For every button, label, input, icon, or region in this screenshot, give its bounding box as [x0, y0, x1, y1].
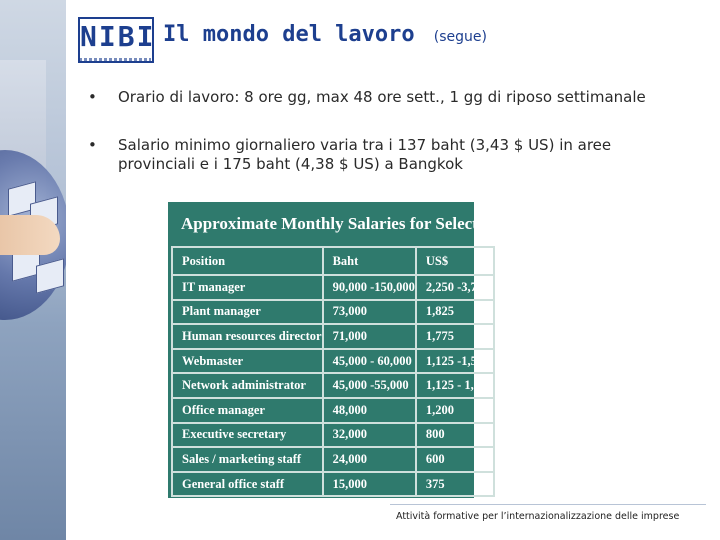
cell-usd: 2,250 -3,750: [416, 275, 494, 300]
cell-baht: 32,000: [323, 423, 416, 448]
title-main: Il mondo del lavoro: [163, 22, 415, 47]
cell-position: Webmaster: [172, 349, 323, 374]
header-baht: Baht: [323, 247, 416, 275]
salary-table: [171, 246, 495, 497]
cell-baht: 15,000: [323, 472, 416, 497]
cell-position: Office manager: [172, 398, 323, 423]
cell-baht: 24,000: [323, 447, 416, 472]
cell-baht: 73,000: [323, 300, 416, 325]
cell-position: Human resources director: [172, 324, 323, 349]
cell-usd: 1,125 - 1,375: [416, 373, 494, 398]
table-row: [172, 423, 494, 448]
globe-panel: [36, 258, 64, 294]
title-subtitle: (segue): [433, 29, 487, 45]
bullet-text-hours: Orario di lavoro: 8 ore gg, max 48 ore sett., 1 gg di riposo settimanale: [118, 88, 646, 106]
cell-baht: 45,000 -55,000: [323, 373, 416, 398]
cell-usd: 1,200: [416, 398, 494, 423]
cell-position: Plant manager: [172, 300, 323, 325]
footer-divider: [390, 504, 706, 505]
decorative-side-image: [0, 0, 66, 540]
table-row: [172, 349, 494, 374]
logo-tagline: [79, 58, 151, 62]
cell-baht: 45,000 - 60,000: [323, 349, 416, 374]
table-row: [172, 373, 494, 398]
cell-position: Network administrator: [172, 373, 323, 398]
bullet-marker: •: [88, 88, 97, 106]
cell-baht: 90,000 -150,000: [323, 275, 416, 300]
cell-baht: 48,000: [323, 398, 416, 423]
nibi-logo: [78, 17, 154, 63]
cell-usd: 600: [416, 447, 494, 472]
bullet-marker: •: [88, 136, 97, 154]
header-position: Position: [172, 247, 323, 275]
cell-usd: 1,775: [416, 324, 494, 349]
table-row: [172, 324, 494, 349]
cell-position: Sales / marketing staff: [172, 447, 323, 472]
cell-position: General office staff: [172, 472, 323, 497]
salary-table-image: [168, 202, 565, 498]
page-title: [163, 22, 487, 47]
footer-text: Attività formative per l’internazionalizzazione delle imprese: [396, 511, 680, 522]
bullet-text-salary: Salario minimo giornaliero varia tra i 137 baht (3,43 $ US) in aree provinciali e i 175 baht (4,38 $ US) a Bangkok: [118, 136, 612, 173]
cell-usd: 800: [416, 423, 494, 448]
cell-position: Executive secretary: [172, 423, 323, 448]
cell-usd: 375: [416, 472, 494, 497]
cell-baht: 71,000: [323, 324, 416, 349]
table-row: [172, 398, 494, 423]
cell-position: IT manager: [172, 275, 323, 300]
header-usd: US$: [416, 247, 494, 275]
cell-usd: 1,825: [416, 300, 494, 325]
table-header-row: [172, 247, 494, 275]
table-row: [172, 300, 494, 325]
table-row: [172, 275, 494, 300]
logo-text: NIBI: [80, 20, 156, 53]
hand-graphic: [0, 215, 60, 255]
table-row: [172, 472, 494, 497]
salary-table-title: Approximate Monthly Salaries for Selected Positions: [181, 214, 565, 233]
cell-usd: 1,125 -1,500: [416, 349, 494, 374]
table-row: [172, 447, 494, 472]
